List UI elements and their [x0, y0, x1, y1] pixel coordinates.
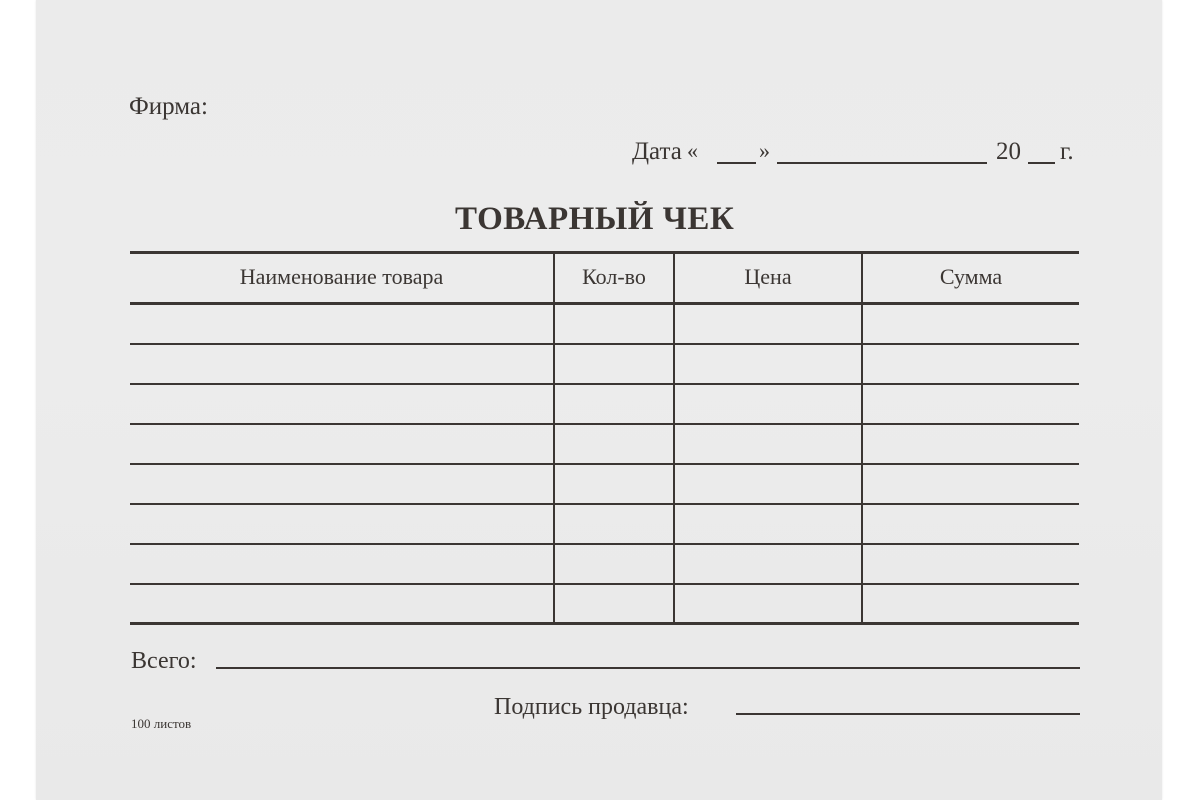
- column-header-amount: Сумма: [939, 264, 1003, 289]
- date-quote-close: »: [759, 138, 770, 163]
- table-row-line: [130, 423, 1079, 425]
- date-year-prefix: 20: [996, 138, 1021, 165]
- table-row-line: [130, 383, 1079, 385]
- table-row-line: [130, 503, 1079, 505]
- total-label: Всего:: [131, 648, 197, 674]
- total-field[interactable]: [216, 667, 1080, 669]
- date-year-suffix: г.: [1060, 138, 1074, 165]
- date-label: Дата: [632, 138, 682, 165]
- receipt-title: ТОВАРНЫЙ ЧЕК: [455, 201, 735, 237]
- column-header-price: Цена: [744, 264, 792, 289]
- table-row-line: [130, 463, 1079, 465]
- firm-label: Фирма:: [129, 93, 208, 120]
- table-header-border: [130, 302, 1079, 305]
- table-row-line: [130, 343, 1079, 345]
- column-divider: [673, 252, 675, 624]
- table-bottom-border: [130, 622, 1079, 625]
- column-divider: [861, 252, 863, 624]
- signature-label: Подпись продавца:: [494, 694, 689, 720]
- table-top-border: [130, 251, 1079, 254]
- table-row-line: [130, 583, 1079, 585]
- column-header-quantity: Кол-во: [582, 264, 646, 289]
- signature-field[interactable]: [736, 713, 1080, 715]
- date-quote-open: «: [687, 138, 698, 163]
- column-divider: [553, 252, 555, 624]
- column-header-item-name: Наименование товара: [239, 264, 444, 289]
- table-row-line: [130, 543, 1079, 545]
- sheet-count-note: 100 листов: [131, 716, 192, 731]
